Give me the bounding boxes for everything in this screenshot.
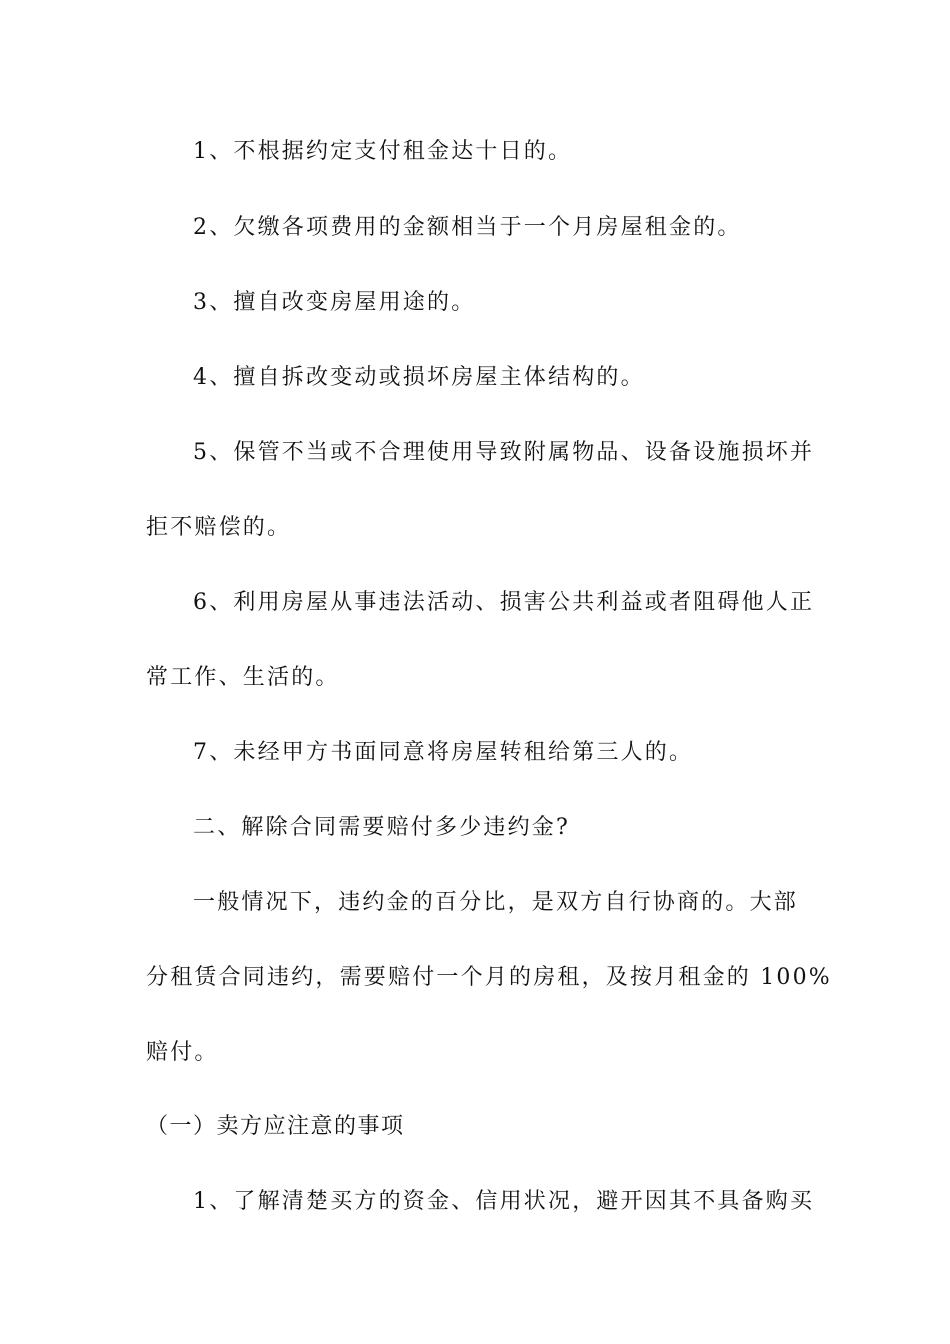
subsection-heading: （一）卖方应注意的事项 bbox=[146, 1114, 405, 1139]
clause-3: 3、擅自改变房屋用途的。 bbox=[193, 290, 476, 315]
paragraph-line-2: 分租赁合同违约，需要赔付一个月的房租，及按月租金的 100% bbox=[146, 965, 832, 990]
paragraph-line-1: 一般情况下，违约金的百分比，是双方自行协商的。大部 bbox=[193, 890, 799, 915]
clause-6-line-2: 常工作、生活的。 bbox=[146, 665, 340, 690]
clause-5-line-1: 5、保管不当或不合理使用导致附属物品、设备设施损坏并 bbox=[193, 440, 815, 465]
clause-2: 2、欠缴各项费用的金额相当于一个月房屋租金的。 bbox=[193, 215, 742, 240]
clause-6-line-1: 6、利用房屋从事违法活动、损害公共利益或者阻碍他人正 bbox=[193, 590, 815, 615]
clause-5-line-2: 拒不赔偿的。 bbox=[146, 515, 292, 540]
section-heading-2: 二、解除合同需要赔付多少违约金? bbox=[193, 815, 570, 840]
clause-4: 4、擅自拆改变动或损坏房屋主体结构的。 bbox=[193, 365, 645, 390]
clause-1: 1、不根据约定支付租金达十日的。 bbox=[193, 139, 573, 164]
clause-7: 7、未经甲方书面同意将房屋转租给第三人的。 bbox=[193, 740, 694, 765]
seller-note-1: 1、了解清楚买方的资金、信用状况，避开因其不具备购买 bbox=[193, 1189, 815, 1214]
paragraph-line-3: 赔付。 bbox=[146, 1040, 219, 1065]
